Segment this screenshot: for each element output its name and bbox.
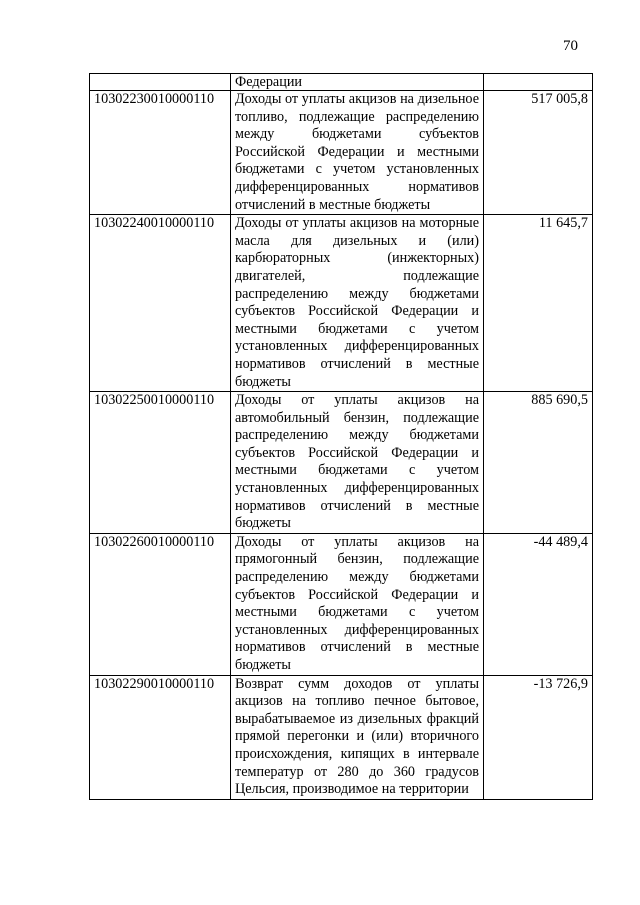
revenue-code-cell: 10302260010000110: [90, 533, 231, 675]
revenue-amount-cell: -44 489,4: [484, 533, 593, 675]
revenue-code-cell: 10302290010000110: [90, 675, 231, 799]
revenue-amount-cell: 517 005,8: [484, 91, 593, 215]
revenue-name-cell: Доходы от уплаты акцизов на дизельное топливо, подлежащие распределению между бюджетами субъектов Российской Федерации и местными бюджетами с учетом установленных дифференцированных нормативов отчислений в местные бюджеты: [231, 91, 484, 215]
table-row: [90, 675, 593, 799]
revenue-code-cell: [90, 74, 231, 91]
revenue-name-cell: Доходы от уплаты акцизов на прямогонный бензин, подлежащие распределению между бюджетами субъектов Российской Федерации и местными бюджетами с учетом установленных дифференцированных нормативов отчислений в местные бюджеты: [231, 533, 484, 675]
revenue-amount-cell: 11 645,7: [484, 215, 593, 392]
revenue-name-cell: Доходы от уплаты акцизов на моторные масла для дизельных и (или) карбюраторных (инжекторных) двигателей, подлежащие распределению между бюджетами субъектов Российской Федерации и местными бюджетами с учетом установленных дифференцированных нормативов отчислений в местные бюджеты: [231, 215, 484, 392]
table-row: [90, 91, 593, 215]
table-row: [90, 215, 593, 392]
revenue-name-cell: Доходы от уплаты акцизов на автомобильный бензин, подлежащие распределению между бюджетами субъектов Российской Федерации и местными бюджетами с учетом установленных дифференцированных нормативов отчислений в местные бюджеты: [231, 392, 484, 534]
revenue-code-cell: 10302230010000110: [90, 91, 231, 215]
revenue-amount-cell: [484, 74, 593, 91]
page-number: 70: [563, 38, 578, 54]
budget-revenue-table: [89, 73, 593, 800]
revenue-name-cell: Федерации: [231, 74, 484, 91]
revenue-name-cell: Возврат сумм доходов от уплаты акцизов на топливо печное бытовое, вырабатываемое из дизельных фракций прямой перегонки и (или) вторичного происхождения, кипящих в интервале температур от 280 до 360 градусов Цельсия, производимое на территории: [231, 675, 484, 799]
table-row: [90, 533, 593, 675]
revenue-code-cell: 10302240010000110: [90, 215, 231, 392]
table-row: [90, 392, 593, 534]
revenue-amount-cell: 885 690,5: [484, 392, 593, 534]
table-row-continuation: [90, 74, 593, 91]
revenue-code-cell: 10302250010000110: [90, 392, 231, 534]
revenue-amount-cell: -13 726,9: [484, 675, 593, 799]
